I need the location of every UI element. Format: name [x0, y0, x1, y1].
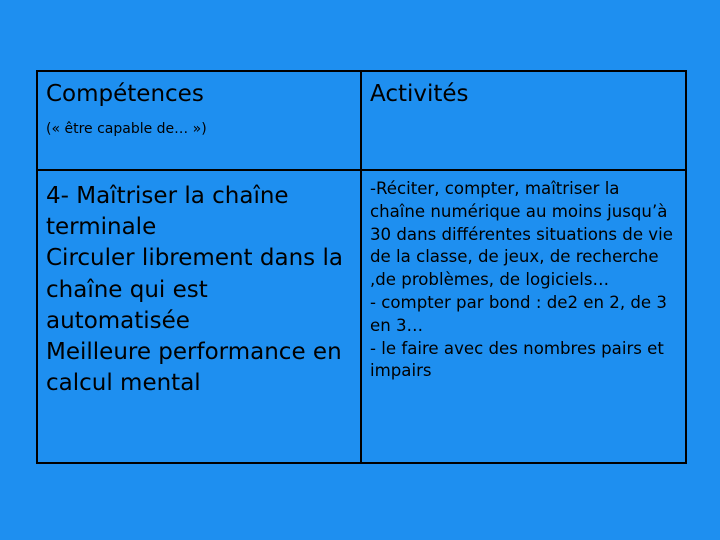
- competence-item: Circuler librement dans la chaîne qui est automatisée: [46, 245, 343, 334]
- activite-item: -Réciter, compter, maîtriser la chaîne numérique au moins jusqu’à 30 dans différentes situations de vie de la classe, de jeux, de recherche ,de problèmes, de logiciels…: [370, 179, 673, 290]
- competences-body-cell: [38, 171, 362, 462]
- header-competences-cell: [38, 72, 362, 171]
- header-competences-title: Compétences: [46, 81, 204, 107]
- header-activites-title: Activités: [370, 81, 469, 107]
- competence-item: Meilleure performance en calcul mental: [46, 339, 342, 397]
- header-competences-subtitle: (« être capable de… »): [46, 121, 207, 137]
- activite-item: - compter par bond : de2 en 2, de 3 en 3…: [370, 292, 667, 335]
- activite-item: - le faire avec des nombres pairs et impairs: [370, 338, 664, 381]
- header-activites-cell: [362, 72, 685, 171]
- competences-activites-table: [36, 70, 687, 464]
- activites-body-cell: [362, 171, 685, 462]
- competence-item: 4- Maîtriser la chaîne terminale: [46, 183, 289, 241]
